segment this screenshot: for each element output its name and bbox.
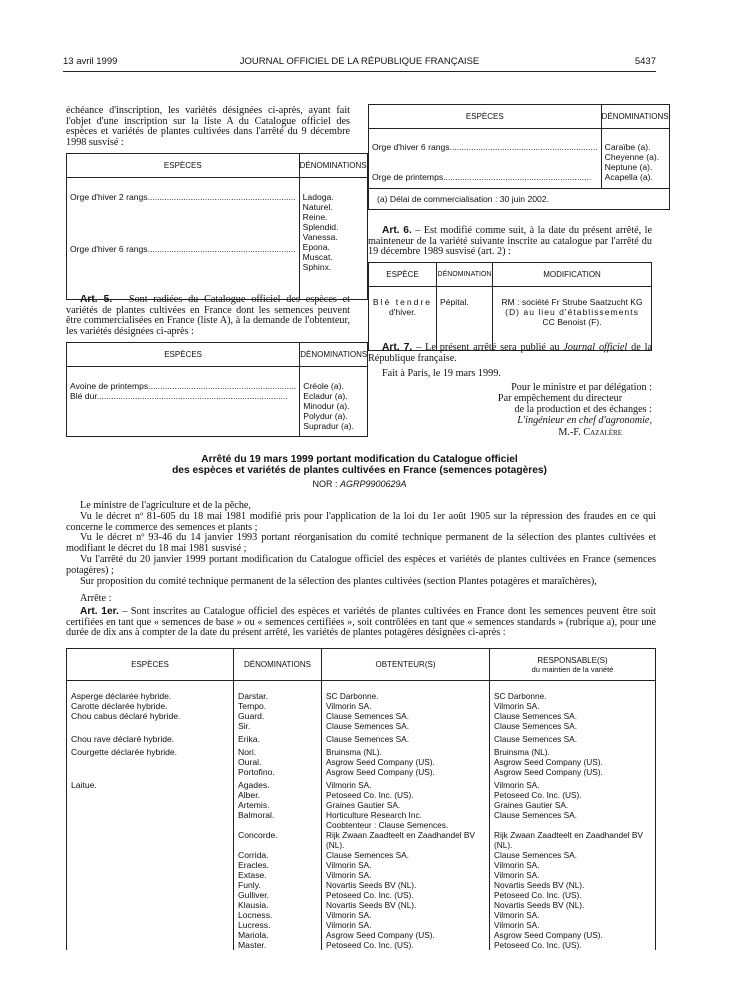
table-row xyxy=(67,701,656,711)
varieties-table xyxy=(66,648,656,950)
species-cell: Blé dur................................................................................ xyxy=(70,391,288,401)
denomination-cell: Pépital. xyxy=(437,287,493,351)
species-cell: Asperge déclarée hybride. xyxy=(67,691,234,701)
species-cell xyxy=(67,757,234,767)
responsable-cell: Clause Semences SA. xyxy=(490,711,656,721)
denomination-cell: Epona. xyxy=(302,242,330,252)
obtenteur-cell: Graines Gautier SA. xyxy=(322,800,490,810)
denomination-cell: Splendid. xyxy=(302,222,339,232)
obtenteur-cell: Petoseed Co. Inc. (US). xyxy=(322,790,490,800)
responsable-cell: Vilmorin SA. xyxy=(490,780,656,790)
decree-visa-1: Vu le décret nº 81-605 du 18 mai 1981 modifié pris pour l'application de la loi du 1er août 1905 sur la répression des fraudes en ce qui concerne le commerce des semences et plants ; xyxy=(66,511,656,533)
col-header-modification: MODIFICATION xyxy=(493,263,652,287)
denomination-cell: Balmoral. xyxy=(234,810,322,820)
denomination-cell: Caraïbe (a). xyxy=(604,142,651,152)
responsable-cell: Asgrow Seed Company (US). xyxy=(490,767,656,777)
denomination-cell xyxy=(234,840,322,850)
responsable-cell: Vilmorin SA. xyxy=(490,860,656,870)
denomination-cell: Vanessa. xyxy=(302,232,338,242)
denomination-cell: Alber. xyxy=(234,790,322,800)
denomination-cell: Erika. xyxy=(234,734,322,744)
responsable-cell: Clause Semences SA. xyxy=(490,850,656,860)
table-modification-mainteneur xyxy=(368,262,652,351)
denomination-cell: Ladoga. xyxy=(302,192,334,202)
obtenteur-cell: Vilmorin SA. xyxy=(322,910,490,920)
col-header-especes: ESPÈCES xyxy=(67,649,234,681)
obtenteur-cell: Asgrow Seed Company (US). xyxy=(322,757,490,767)
species-cell: Orge de printemps.............................................................. xyxy=(372,172,592,182)
denomination-cell: Corrida. xyxy=(234,850,322,860)
obtenteur-cell: Novartis Seeds BV (NL). xyxy=(322,900,490,910)
col-header-responsables: RESPONSABLE(S) du maintien de la variété xyxy=(490,649,656,681)
denomination-cell: Sir. xyxy=(234,721,322,731)
denomination-cell: Créole (a). xyxy=(303,381,344,391)
species-cell xyxy=(67,880,234,890)
denomination-cell: Nori. xyxy=(234,747,322,757)
denomination-cell: Polydur (a). xyxy=(303,411,348,421)
col-header-denominations: DÉNOMINATIONS xyxy=(299,154,367,178)
col-header-espece: ESPÈCE xyxy=(369,263,437,287)
species-cell xyxy=(67,840,234,850)
col-header-especes: ESPÈCES xyxy=(67,154,300,178)
page-number: 5437 xyxy=(634,56,656,67)
responsable-cell: Novartis Seeds BV (NL). xyxy=(490,880,656,890)
responsable-cell: Asgrow Seed Company (US). xyxy=(490,930,656,940)
species-cell: Orge d'hiver 6 rangs.............................................................. xyxy=(70,244,296,254)
denomination-cell: Tempo. xyxy=(234,701,322,711)
obtenteur-cell: Vilmorin SA. xyxy=(322,870,490,880)
table-footnote: (a) Délai de commercialisation : 30 juin 2002. xyxy=(369,189,670,210)
denomination-cell: Reine. xyxy=(302,212,328,222)
col-header-denominations: DÉNOMINATIONS xyxy=(300,343,368,367)
article-6: Art. 6. – Est modifié comme suit, à la date du présent arrêté, le mainteneur de la variété suivante inscrite au catalogue par l'arrêté du 19 décembre 1989 susvisé (art. 2) : xyxy=(368,225,652,257)
table-row xyxy=(67,691,656,701)
obtenteur-cell: SC Darbonne. xyxy=(322,691,490,701)
denomination-cell: Muscat. xyxy=(302,252,333,262)
left-intro-paragraph: échéance d'inscription, les variétés désignées ci-après, ayant fait l'objet d'une inscription sur la liste A du Catalogue officiel des espèces et variétés de plantes cultivées dans l'arrêté du 9 décembre 1998 susvisé : xyxy=(66,105,350,148)
responsable-cell: Clause Semences SA. xyxy=(490,721,656,731)
col-header-denomination: DÉNOMINATION xyxy=(437,263,493,287)
obtenteur-cell: Vilmorin SA. xyxy=(322,860,490,870)
species-cell xyxy=(67,920,234,930)
species-cell: Carotte déclarée hybride. xyxy=(67,701,234,711)
denomination-cell: Extase. xyxy=(234,870,322,880)
table-row xyxy=(67,830,656,840)
col-header-denominations: DÉNOMINATIONS xyxy=(601,105,669,129)
species-cell: Orge d'hiver 6 rangs.............................................................. xyxy=(372,142,598,152)
table-row xyxy=(67,910,656,920)
table-radiees-orge xyxy=(66,153,368,300)
table-row xyxy=(67,734,656,744)
col-header-denominations: DÉNOMINATIONS xyxy=(234,649,322,681)
denomination-cell: Agades. xyxy=(234,780,322,790)
table-row xyxy=(67,790,656,800)
species-cell: Blé tendre xyxy=(372,297,433,307)
table-row xyxy=(67,920,656,930)
table-row xyxy=(67,757,656,767)
col-header-especes: ESPÈCES xyxy=(369,105,602,129)
species-cell: d'hiver. xyxy=(389,307,416,317)
denomination-cell: Portofino. xyxy=(234,767,322,777)
denomination-cell: Oural. xyxy=(234,757,322,767)
denomination-cell: Lucress. xyxy=(234,920,322,930)
signature-line: Par empêchement du directeur xyxy=(497,393,623,404)
responsable-cell: Petoseed Co. Inc. (US). xyxy=(490,790,656,800)
obtenteur-cell: Bruinsma (NL). xyxy=(322,747,490,757)
species-cell: Avoine de printemps.............................................................. xyxy=(70,381,297,391)
denomination-cell: Supradur (a). xyxy=(303,421,354,431)
species-cell xyxy=(67,767,234,777)
species-cell xyxy=(67,800,234,810)
table-row xyxy=(67,890,656,900)
obtenteur-cell: Vilmorin SA. xyxy=(322,701,490,711)
nor-reference: NOR : AGRP9900629A xyxy=(312,479,407,489)
species-cell xyxy=(67,721,234,731)
species-cell xyxy=(67,870,234,880)
denomination-cell xyxy=(234,820,322,830)
obtenteur-cell: Clause Semences SA. xyxy=(322,734,490,744)
col-header-especes: ESPÈCES xyxy=(67,343,300,367)
species-cell xyxy=(67,830,234,840)
responsable-cell: Asgrow Seed Company (US). xyxy=(490,757,656,767)
article-7: Art. 7. – Le présent arrêté sera publié au Journal officiel de la République française. xyxy=(368,342,653,364)
table-radiees-avoine-ble xyxy=(66,342,368,437)
signature-line: Pour le ministre et par délégation : xyxy=(511,382,652,393)
table-row xyxy=(67,810,656,820)
table-row xyxy=(67,800,656,810)
species-cell: Laitue. xyxy=(67,780,234,790)
denomination-cell: Guard. xyxy=(234,711,322,721)
obtenteur-cell: Clause Semences SA. xyxy=(322,721,490,731)
decree-minister: Le ministre de l'agriculture et de la pêche, xyxy=(80,500,251,511)
table-row xyxy=(67,900,656,910)
col-header-obtenteurs: OBTENTEUR(S) xyxy=(322,649,490,681)
species-cell: Chou rave déclaré hybride. xyxy=(67,734,234,744)
obtenteur-cell: Novartis Seeds BV (NL). xyxy=(322,880,490,890)
denomination-cell: Funly. xyxy=(234,880,322,890)
obtenteur-cell: Asgrow Seed Company (US). xyxy=(322,767,490,777)
table-row xyxy=(67,870,656,880)
table-row xyxy=(67,711,656,721)
table-row xyxy=(67,767,656,777)
responsable-cell xyxy=(490,820,656,830)
table-row xyxy=(67,820,656,830)
denomination-cell: Naturel. xyxy=(302,202,333,212)
table-row xyxy=(67,880,656,890)
species-cell xyxy=(67,850,234,860)
species-cell xyxy=(67,930,234,940)
obtenteur-cell: Clause Semences SA. xyxy=(322,850,490,860)
obtenteur-cell: Petoseed Co. Inc. (US). xyxy=(322,890,490,900)
table-row xyxy=(67,747,656,757)
species-cell xyxy=(67,910,234,920)
table-row xyxy=(67,930,656,940)
species-cell xyxy=(67,900,234,910)
decree-title: Arrêté du 19 mars 1999 portant modification du Catalogue officiel des espèces et variétés de plantes cultivées en France (semences potagères) xyxy=(172,454,547,476)
decree-arrete: Arrête : xyxy=(80,593,112,604)
denomination-cell: Artemis. xyxy=(234,800,322,810)
signature-line: L'ingénieur en chef d'agronomie, xyxy=(517,415,652,426)
table-row xyxy=(67,860,656,870)
denomination-cell: Cheyenne (a). xyxy=(604,152,660,162)
responsable-cell: Novartis Seeds BV (NL). xyxy=(490,900,656,910)
responsable-cell: Clause Semences SA. xyxy=(490,734,656,744)
species-cell: Orge d'hiver 2 rangs.............................................................. xyxy=(70,192,296,202)
obtenteur-cell: Petoseed Co. Inc. (US). xyxy=(322,940,490,950)
table-row xyxy=(67,940,656,950)
denomination-cell: Klausia. xyxy=(234,900,322,910)
obtenteur-cell: Rijk Zwaan Zaadteelt en Zaadhandel BV xyxy=(322,830,490,840)
responsable-cell: Graines Gautier SA. xyxy=(490,800,656,810)
done-at-paris: Fait à Paris, le 19 mars 1999. xyxy=(382,368,501,379)
obtenteur-cell: Coobtenteur : Clause Semences. xyxy=(322,820,490,830)
species-cell xyxy=(67,890,234,900)
obtenteur-cell: Vilmorin SA. xyxy=(322,920,490,930)
issue-date: 13 avril 1999 xyxy=(63,56,118,67)
table-row xyxy=(67,780,656,790)
responsable-cell: Bruinsma (NL). xyxy=(490,747,656,757)
species-cell xyxy=(67,810,234,820)
decree-article-1: Art. 1er. – Sont inscrites au Catalogue officiel des espèces et variétés de plantes cultivées en France dont les semences peuvent être soit certifiées en tant que « semences de base » ou « semences certifiées », soit contrôlées en tant que « semences standards » (rubrique a), pour une durée de dix ans à compter de la date du présent arrêté, les variétés de plantes potagères désignées ci-après : xyxy=(66,606,656,638)
obtenteur-cell: Horticulture Research Inc. xyxy=(322,810,490,820)
denomination-cell: Eracles. xyxy=(234,860,322,870)
signature-line: de la production et des échanges : xyxy=(514,404,652,415)
denomination-cell: Neptune (a). xyxy=(604,162,653,172)
species-cell xyxy=(67,790,234,800)
decree-visa-2: Vu le décret nº 93-46 du 14 janvier 1993 portant réorganisation du comité technique permanent de la sélection des plantes cultivées et modifiant le décret du 18 mai 1981 susvisé ; xyxy=(66,532,656,554)
table-row xyxy=(67,721,656,731)
signatory-name: M.-F. Cazalère xyxy=(558,427,622,438)
responsable-cell: SC Darbonne. xyxy=(490,691,656,701)
species-cell xyxy=(67,940,234,950)
responsable-cell: Vilmorin SA. xyxy=(490,701,656,711)
responsable-cell: Petoseed Co. Inc. (US). xyxy=(490,940,656,950)
responsable-cell: Vilmorin SA. xyxy=(490,920,656,930)
modification-line: RM : société Fr Strube Saatzucht KG xyxy=(501,297,643,307)
responsable-cell: (NL). xyxy=(490,840,656,850)
modification-line: (D) au lieu d'établissements xyxy=(505,307,639,317)
species-cell: Chou cabus déclaré hybride. xyxy=(67,711,234,721)
table-row xyxy=(67,840,656,850)
denomination-cell: Locness. xyxy=(234,910,322,920)
responsable-cell: Vilmorin SA. xyxy=(490,910,656,920)
denomination-cell: Minodur (a). xyxy=(303,401,350,411)
denomination-cell: Master. xyxy=(234,940,322,950)
running-header xyxy=(63,56,656,72)
obtenteur-cell: Clause Semences SA. xyxy=(322,711,490,721)
denomination-cell: Sphinx. xyxy=(302,262,332,272)
responsable-cell: Rijk Zwaan Zaadteelt en Zaadhandel BV xyxy=(490,830,656,840)
table-row xyxy=(67,850,656,860)
denomination-cell: Gulliver. xyxy=(234,890,322,900)
responsable-cell: Vilmorin SA. xyxy=(490,870,656,880)
modification-line: CC Benoist (F). xyxy=(542,317,602,327)
denomination-cell: Darstar. xyxy=(234,691,322,701)
responsable-cell: Clause Semences SA. xyxy=(490,810,656,820)
denomination-cell: Concorde. xyxy=(234,830,322,840)
article-5: Art. 5. – Sont radiées du Catalogue officiel des espèces et variétés de plantes cultivées en France dont les semences peuvent être commercialisées en France (liste A), à la demande de l'obtenteur, les variétés désignées ci-après : xyxy=(66,294,350,337)
decree-proposition: Sur proposition du comité technique permanent de la sélection des plantes cultivées (section Plantes potagères et maraîchères), xyxy=(80,576,597,587)
species-cell xyxy=(67,860,234,870)
table-delai-commercialisation xyxy=(368,104,670,210)
obtenteur-cell: Vilmorin SA. xyxy=(322,780,490,790)
obtenteur-cell: Asgrow Seed Company (US). xyxy=(322,930,490,940)
denomination-cell: Mariola. xyxy=(234,930,322,940)
journal-title: JOURNAL OFFICIEL DE LA RÉPUBLIQUE FRANÇAISE xyxy=(239,56,480,67)
denomination-cell: Ecladur (a). xyxy=(303,391,348,401)
responsable-cell: Petoseed Co. Inc. (US). xyxy=(490,890,656,900)
species-cell xyxy=(67,820,234,830)
species-cell: Courgette déclarée hybride. xyxy=(67,747,234,757)
denomination-cell: Acapella (a). xyxy=(604,172,653,182)
decree-visa-3: Vu l'arrêté du 20 janvier 1999 portant modification du Catalogue officiel des espèces et variétés de plantes cultivées en France (semences potagères) ; xyxy=(66,554,656,576)
obtenteur-cell: (NL). xyxy=(322,840,490,850)
